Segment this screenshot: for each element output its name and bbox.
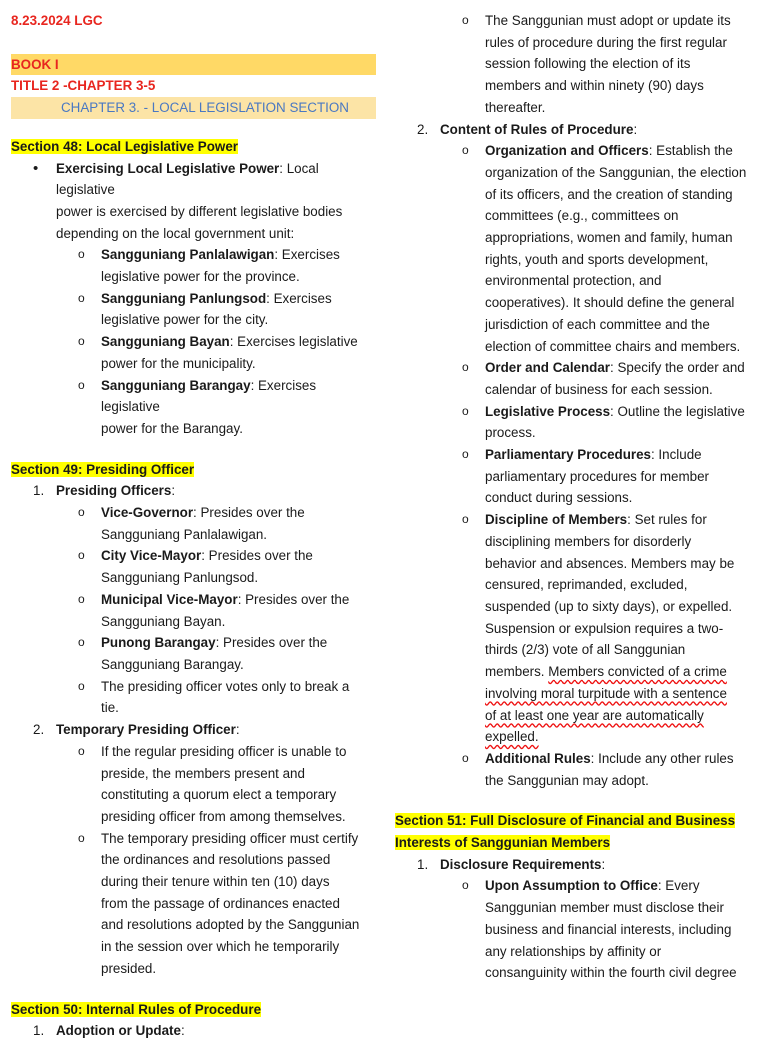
list-item: o Sangguniang Barangay: Exercises legislative power for the Barangay. [78,377,317,436]
list-item: o Order and Calendar: Specify the order and calendar of business for each session. [462,360,745,397]
spellcheck-underline: Members convicted of a crime [548,664,727,680]
title-chapter-heading: TITLE 2 -CHAPTER 3-5 [11,78,156,94]
list-item: o Punong Barangay: Presides over the Sangguniang Barangay. [78,635,328,672]
list-item: o Legislative Process: Outline the legislative process. [462,403,745,441]
list-item: o The presiding officer votes only to break a tie. [78,678,350,716]
list-item: o Sangguniang Panlalawigan: Exercises legislative power for the province. [78,247,340,285]
section-48-heading: Section 48: Local Legislative Power [11,138,238,154]
bullet-marker: • [33,159,39,177]
list-item: o If the regular presiding officer is unable to preside, the members present and constituting a quorum elect a temporary presiding officer from among themselves. [78,743,347,824]
s48-intro-bullet: • Exercising Local Legislative Power: Local legislative power is exercised by different legislative bodies depending on the local government unit: [11,158,376,245]
book-heading: BOOK I [11,54,376,76]
section-49-heading: Section 49: Presiding Officer [11,461,195,477]
s48-intro-term: Exercising Local Legislative Power [56,160,280,176]
list-item: o Vice-Governor: Presides over the Sangguniang Panlalawigan. [78,505,305,542]
date-code: 8.23.2024 LGC [11,13,103,28]
list-item: o Municipal Vice-Mayor: Presides over the Sangguniang Bayan. [78,591,350,629]
left-column [11,0,376,1042]
list-item: o Sangguniang Bayan: Exercises legislative power for the municipality. [78,334,358,371]
list-item: o City Vice-Mayor: Presides over the Sangguniang Panlungsod. [78,548,313,586]
s50-numbered-item-1: 1. Adoption or Update: [33,1023,185,1039]
chapter-band: CHAPTER 3. - LOCAL LEGISLATION SECTION [11,97,376,119]
s49-numbered-item-1: 1. Presiding Officers: [33,483,176,499]
section-50-heading: Section 50: Internal Rules of Procedure [11,1001,262,1017]
s50-numbered-item-2: 2. Content of Rules of Procedure: [417,121,638,137]
list-item: o The Sanggunian must adopt or update its rules of procedure during the first regular session following the election of its members and within ninety (90) days thereafter. [462,13,731,115]
list-item: o Discipline of Members: Set rules for disciplining members for disorderly behavior and absences. Members may be censured, reprimanded, excluded, suspended (up to sixty days), or expelled. Suspension or expulsion requires a two- thirds (2/3) vote of all Sanggunian members. Members convicted of a crime involving moral turpitude with a sentence of at least one year are automatically expelled. [462,512,735,745]
right-column [395,10,757,984]
list-item: o Sangguniang Panlungsod: Exercises legislative power for the city. [78,290,332,328]
list-item: o Organization and Officers: Establish the organization of the Sanggunian, the election of its officers, and the creation of standing committees (e.g., committees on appropriations, women and family, human rights, youth and sports development, environmental protection, and cooperatives). It should define the general jurisdiction of each committee and the election of committee chairs and members. [462,143,747,354]
list-item: o Additional Rules: Include any other rules the Sanggunian may adopt. [462,750,734,788]
list-item: o The temporary presiding officer must certify the ordinances and resolutions passed during their tenure within ten (10) days from the passage of ordinances enacted and resolutions adopted by the Sanggunian in the session over which he temporarily presided. [78,830,360,976]
list-item: o Parliamentary Procedures: Include parliamentary procedures for member conduct during sessions. [462,447,710,506]
section-51-heading: Section 51: Full Disclosure of Financial and Business Interests of Sanggunian Members [395,813,736,851]
list-item: o Upon Assumption to Office: Every Sanggunian member must disclose their business and financial interests, including any relationships by affinity or consanguinity within the fourth civil degree [462,878,737,981]
s49-numbered-item-2: 2. Temporary Presiding Officer: [33,722,240,738]
s51-numbered-item-1: 1. Disclosure Requirements: [417,856,606,872]
